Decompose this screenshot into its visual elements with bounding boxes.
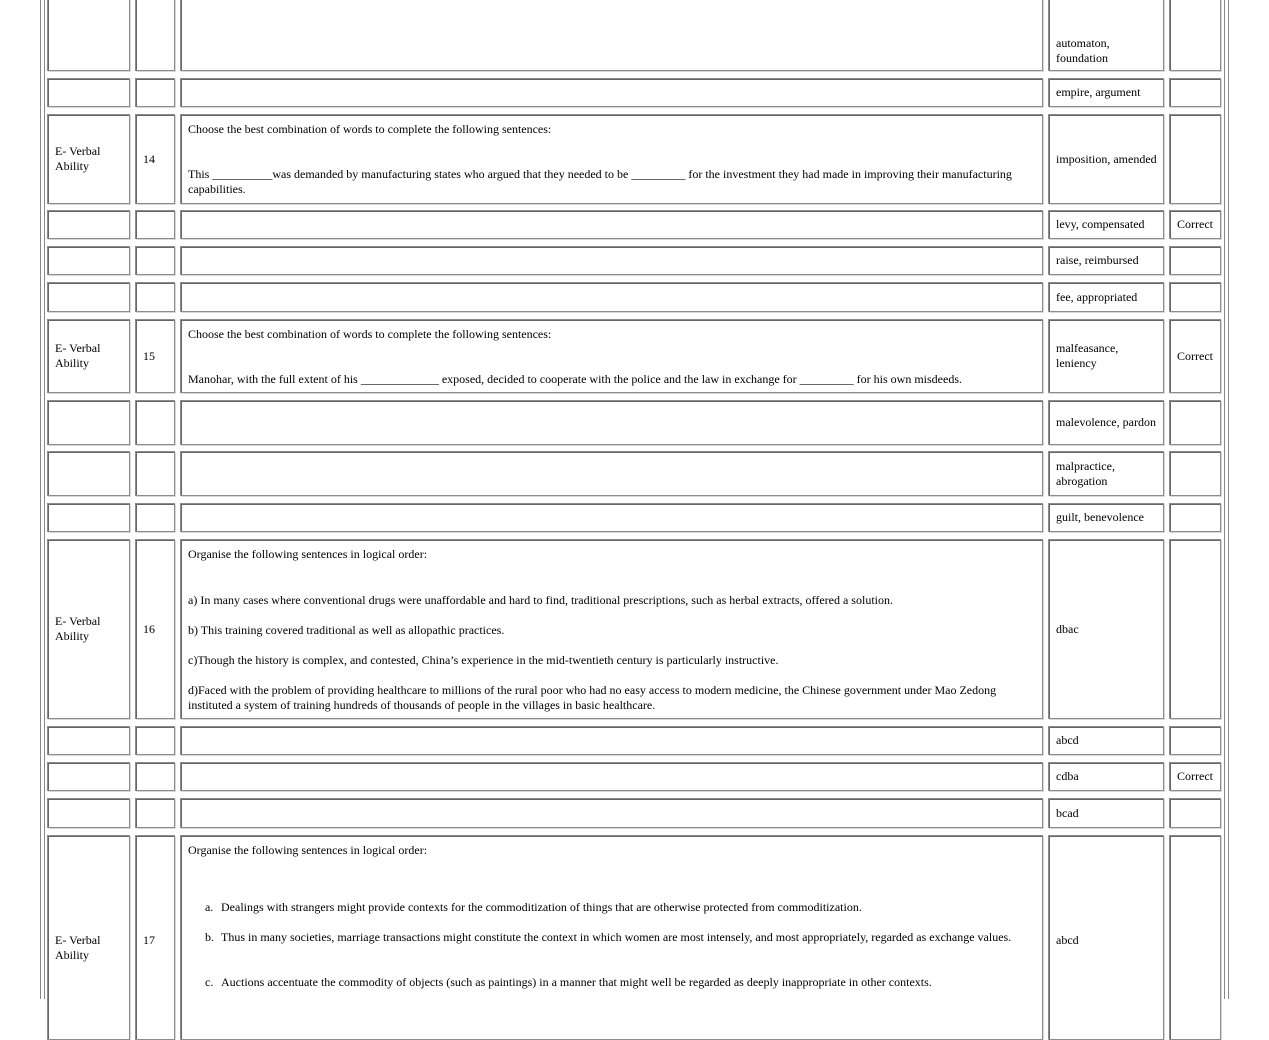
- num-cell: [135, 762, 175, 791]
- answer-cell: [1048, 246, 1164, 275]
- answer-cell: [1048, 210, 1164, 239]
- answer-cell: [1048, 0, 1164, 71]
- status-cell: [1169, 78, 1221, 107]
- question-text: [188, 836, 1034, 1039]
- num-cell: [135, 400, 175, 445]
- list-text: Dealings with strangers might provide contexts for the commoditization of things that are otherwise protected from commoditization.: [221, 900, 862, 914]
- answer-option: fee, appropriated: [1056, 289, 1138, 304]
- section-cell: [47, 451, 130, 496]
- answer-cell: [1048, 503, 1164, 532]
- question-cell: [180, 210, 1043, 239]
- question-text: [188, 115, 1034, 203]
- section-cell: [47, 0, 130, 71]
- num-cell: [135, 539, 175, 719]
- question-prompt: Choose the best combination of words to complete the following sentences:: [188, 122, 552, 136]
- section-cell: [47, 210, 130, 239]
- section-label: E- Verbal Ability: [55, 614, 101, 643]
- status-badge: Correct: [1177, 348, 1213, 363]
- answer-cell: [1048, 451, 1164, 496]
- section-cell: [47, 503, 130, 532]
- question-cell: [180, 0, 1043, 71]
- answer-option: imposition, amended: [1056, 151, 1157, 166]
- table-left-border: [44, 0, 45, 999]
- status-cell: [1169, 319, 1221, 393]
- question-number: 15: [143, 348, 155, 363]
- question-cell: [180, 539, 1043, 719]
- answer-cell: [1048, 400, 1164, 445]
- list-marker: c.: [205, 975, 214, 989]
- list-marker: b.: [205, 930, 214, 944]
- table-left-border: [40, 0, 41, 999]
- section-cell: [47, 114, 130, 204]
- answer-cell: [1048, 798, 1164, 828]
- answer-cell: [1048, 539, 1164, 719]
- list-marker: a.: [205, 900, 214, 914]
- section-label: E- Verbal Ability: [55, 933, 101, 962]
- status-cell: [1169, 0, 1221, 71]
- question-prompt: Organise the following sentences in logical order:: [188, 547, 428, 561]
- question-cell: [180, 78, 1043, 107]
- answer-option: malfeasance, leniency: [1056, 341, 1119, 370]
- num-cell: [135, 835, 175, 1040]
- list-text: Thus in many societies, marriage transactions might constitute the context in which women are most intensely, and most appropriately, regarded as exchange values.: [221, 930, 1012, 944]
- question-cell: [180, 114, 1043, 204]
- question-cell: [180, 451, 1043, 496]
- num-cell: [135, 726, 175, 755]
- status-cell: [1169, 210, 1221, 239]
- section-cell: [47, 400, 130, 445]
- section-cell: [47, 319, 130, 393]
- list-item: [205, 975, 1034, 990]
- table-right-border: [1224, 0, 1225, 999]
- answer-cell: [1048, 282, 1164, 312]
- question-cell: [180, 726, 1043, 755]
- status-badge: Correct: [1177, 769, 1213, 783]
- question-cell: [180, 798, 1043, 828]
- sentence-item: d)Faced with the problem of providing healthcare to millions of the rural poor who had no easy access to modern medicine, the Chinese government under Mao Zedong instituted a system of training hundreds of thousands of people in the villages in basic healthcare.: [188, 683, 997, 712]
- question-text: [188, 320, 1034, 392]
- question-text: [188, 540, 1034, 718]
- answer-option: bcad: [1056, 805, 1079, 820]
- num-cell: [135, 319, 175, 393]
- status-cell: [1169, 835, 1221, 1040]
- section-cell: [47, 798, 130, 828]
- list-item: [205, 930, 1034, 945]
- status-cell: [1169, 762, 1221, 791]
- answer-option: malevolence, pardon: [1056, 415, 1156, 429]
- num-cell: [135, 282, 175, 312]
- status-cell: [1169, 503, 1221, 532]
- answer-option: dbac: [1056, 621, 1079, 636]
- question-body: Manohar, with the full extent of his _____________ exposed, decided to cooperate with the police and the law in exchange for _________ for his own misdeeds.: [188, 372, 962, 386]
- question-body: This __________was demanded by manufacturing states who argued that they needed to be _________ for the investment they had made in improving their manufacturing capabilities.: [188, 167, 1012, 196]
- sentence-item: b) This training covered traditional as well as allopathic practices.: [188, 623, 505, 637]
- status-cell: [1169, 798, 1221, 828]
- question-number: 16: [143, 621, 155, 636]
- status-cell: [1169, 726, 1221, 755]
- status-cell: [1169, 400, 1221, 445]
- status-cell: [1169, 282, 1221, 312]
- list-text: Auctions accentuate the commodity of objects (such as paintings) in a manner that might well be regarded as deeply inappropriate in other contexts.: [221, 975, 932, 989]
- num-cell: [135, 451, 175, 496]
- num-cell: [135, 246, 175, 275]
- question-number: 14: [143, 151, 155, 166]
- answer-option: abcd: [1056, 933, 1079, 947]
- num-cell: [135, 114, 175, 204]
- answer-option: malpractice, abrogation: [1056, 458, 1115, 488]
- question-cell: [180, 762, 1043, 791]
- question-cell: [180, 282, 1043, 312]
- question-number: 17: [143, 933, 155, 947]
- answer-option: levy, compensated: [1056, 217, 1145, 231]
- question-cell: [180, 400, 1043, 445]
- question-prompt: Organise the following sentences in logical order:: [188, 843, 428, 857]
- answer-cell: [1048, 726, 1164, 755]
- answer-cell: [1048, 114, 1164, 204]
- num-cell: [135, 798, 175, 828]
- answer-option: raise, reimbursed: [1056, 253, 1139, 267]
- answer-option: abcd: [1056, 733, 1079, 747]
- section-cell: [47, 726, 130, 755]
- question-cell: [180, 246, 1043, 275]
- sentence-item: c)Though the history is complex, and contested, China’s experience in the mid-twentieth century is particularly instructive.: [188, 653, 779, 667]
- answer-option: automaton, foundation: [1056, 36, 1110, 65]
- status-cell: [1169, 451, 1221, 496]
- section-cell: [47, 78, 130, 107]
- section-cell: [47, 762, 130, 791]
- num-cell: [135, 0, 175, 71]
- question-cell: [180, 319, 1043, 393]
- answer-option: cdba: [1056, 769, 1079, 783]
- section-label: E- Verbal Ability: [55, 144, 101, 173]
- section-cell: [47, 246, 130, 275]
- answer-cell: [1048, 835, 1164, 1040]
- num-cell: [135, 78, 175, 107]
- section-label: E- Verbal Ability: [55, 341, 101, 370]
- list-item: [205, 900, 1034, 915]
- question-cell: [180, 835, 1043, 1040]
- question-cell: [180, 503, 1043, 532]
- sentence-item: a) In many cases where conventional drugs were unaffordable and hard to find, traditional prescriptions, such as herbal extracts, offered a solution.: [188, 593, 893, 607]
- answer-option: empire, argument: [1056, 85, 1141, 99]
- section-cell: [47, 282, 130, 312]
- answer-option: guilt, benevolence: [1056, 510, 1144, 524]
- status-badge: Correct: [1177, 217, 1213, 231]
- status-cell: [1169, 246, 1221, 275]
- num-cell: [135, 503, 175, 532]
- status-cell: [1169, 539, 1221, 719]
- question-prompt: Choose the best combination of words to complete the following sentences:: [188, 327, 552, 341]
- num-cell: [135, 210, 175, 239]
- section-cell: [47, 835, 130, 1040]
- status-cell: [1169, 114, 1221, 204]
- answer-cell: [1048, 762, 1164, 791]
- table-right-border: [1228, 0, 1229, 999]
- answer-cell: [1048, 78, 1164, 107]
- answer-cell: [1048, 319, 1164, 393]
- section-cell: [47, 539, 130, 719]
